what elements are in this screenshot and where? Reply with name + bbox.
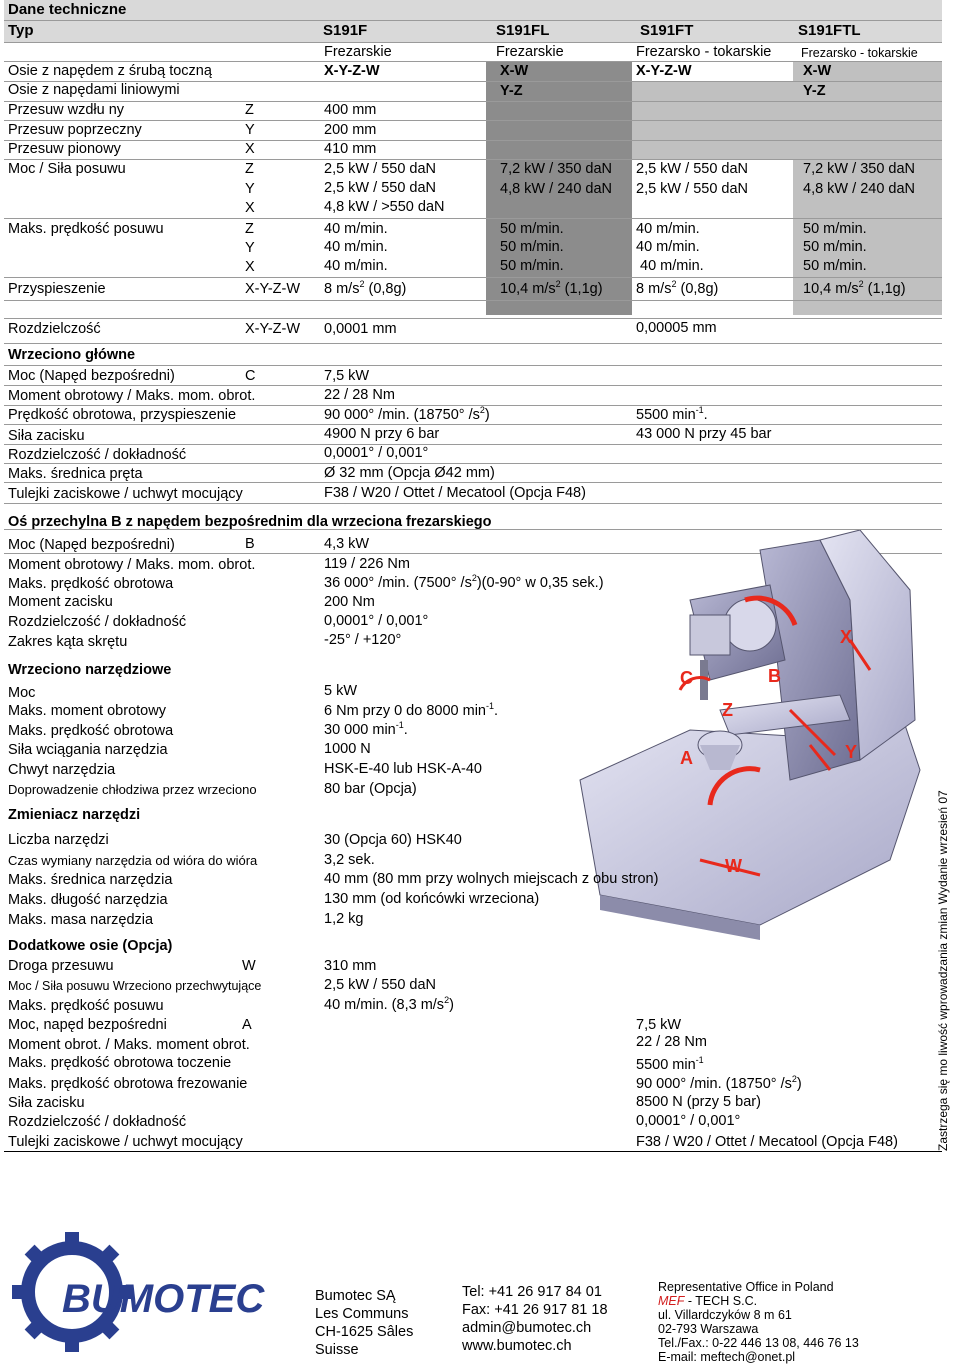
screw-axes-label: Osie z napędem z śrubą toczną xyxy=(8,63,212,79)
oa-power-value: 2,5 kW / 550 daN xyxy=(324,977,437,993)
linear-axes-ftl: Y-Z xyxy=(803,83,826,99)
subtype-1: Frezarskie xyxy=(324,44,392,60)
axis-label-c: C xyxy=(680,668,693,688)
ts-torque-value: 6 Nm przy 0 do 8000 $\min^{-1}$. xyxy=(324,701,499,719)
spindle-res-label: Rozdzielczość / dokładność xyxy=(8,447,187,463)
machine-illustration xyxy=(560,530,936,960)
spindle-power-label: Moc (Napęd bezpośredni) xyxy=(8,368,175,384)
power-z-ftl: 7,2 kW / 350 daN xyxy=(803,161,916,177)
spindle-speed-value-2: 5500 $\min^{-1}$. xyxy=(636,405,708,423)
oa-a-axis: A xyxy=(242,1017,252,1033)
travel-z-axis: Z xyxy=(245,102,254,118)
website-link[interactable]: www.bumotec.ch xyxy=(462,1338,572,1354)
b-axis-clamp-value: 200 Nm xyxy=(324,594,375,610)
oa-res-label: Rozdzielczość / dokładność xyxy=(8,1114,187,1130)
model-s191fl: S191FL xyxy=(496,22,550,39)
ts-pull-value: 1000 N xyxy=(324,741,371,757)
oa-a-power-value: 7,5 kW xyxy=(636,1017,682,1033)
feed-y-fl: 50 m/min. xyxy=(500,239,564,255)
power-z-axis: Z xyxy=(245,161,254,177)
oa-collet-value: F38 / W20 / Ottet / Mecatool (Opcja F48) xyxy=(636,1134,898,1150)
b-axis-power-label: Moc (Napęd bezpośredni) xyxy=(8,537,175,553)
tc-time-label: Czas wymiany narzędzia od wióra do wióra xyxy=(8,853,258,868)
email-link[interactable]: admin@bumotec.ch xyxy=(462,1320,592,1336)
travel-band-fl xyxy=(486,101,632,159)
feed-y-ft: 40 m/min. xyxy=(636,239,700,255)
b-axis-torque-value: 119 / 226 Nm xyxy=(324,556,410,572)
power-y-axis: Y xyxy=(245,181,255,197)
ts-pull-label: Siła wciągania narzędzia xyxy=(8,742,168,758)
ts-power-label: Moc xyxy=(8,685,36,701)
feed-label: Maks. prędkość posuwu xyxy=(8,221,164,237)
screw-axes-f: X-Y-Z-W xyxy=(324,63,380,79)
section-title: Dane techniczne xyxy=(8,1,127,18)
tc-count-label: Liczba narzędzi xyxy=(8,832,109,848)
b-axis-angle-value: -25° / +120° xyxy=(324,632,402,648)
tc-time-value: 3,2 sek. xyxy=(324,852,375,868)
side-note: Zastrzega się mo liwość wprowadzania zmian Wydanie wrzesień 07 xyxy=(936,790,950,1151)
ts-speed-label: Maks. prędkość obrotowa xyxy=(8,723,174,739)
tc-length-value: 130 mm (od końcówki wrzeciona) xyxy=(324,891,540,907)
spindle-collet-label: Tulejki zaciskowe / uchwyt mocujący xyxy=(8,486,243,502)
spindle-clamp-value-2: 43 000 N przy 45 bar xyxy=(636,426,772,442)
resolution-v1: 0,0001 mm xyxy=(324,321,397,337)
feed-z-f: 40 m/min. xyxy=(324,221,388,237)
b-axis-angle-label: Zakres kąta skrętu xyxy=(8,634,128,650)
feed-x-ft: 40 m/min. xyxy=(640,258,704,274)
spindle-torque-value: 22 / 28 Nm xyxy=(324,387,395,403)
travel-y-label: Przesuw poprzeczny xyxy=(8,122,142,138)
oa-speed-mill-value: 90 000° /min. (18750° $/s^2$) xyxy=(636,1074,802,1092)
tool-spindle-title: Wrzeciono narzędziowe xyxy=(8,662,172,678)
tc-diameter-value: 40 mm (80 mm przy wolnych miejscach z obu stron) xyxy=(324,871,659,887)
accel-fl: 10,4 $m/s^2$ (1,1g) xyxy=(500,279,603,297)
rep-email[interactable]: E-mail: meftech@onet.pl xyxy=(658,1350,796,1364)
power-label: Moc / Siła posuwu xyxy=(8,161,126,177)
resolution-axis: X-Y-Z-W xyxy=(245,321,301,337)
axis-label-x: X xyxy=(840,627,853,647)
spindle-torque-label: Moment obrotowy / Maks. mom. obrot. xyxy=(8,388,256,404)
power-y-f: 2,5 kW / 550 daN xyxy=(324,180,437,196)
spindle-power-value: 7,5 kW xyxy=(324,368,370,384)
feed-y-f: 40 m/min. xyxy=(324,239,388,255)
spindle-bar-label: Maks. średnica pręta xyxy=(8,466,143,482)
oa-feed-label: Maks. prędkość posuwu xyxy=(8,998,164,1014)
optional-axes-title: Dodatkowe osie (Opcja) xyxy=(8,938,173,954)
rep-office-block: Representative Office in Poland MEF - TECH S.C. ul. Villardczyków 8 m 61 02-793 Warszawa Tel./Fax.: 0-22 446 13 08, 446 76 13 E-mail: meftech@onet.pl xyxy=(658,1280,859,1364)
oa-clamp-value: 8500 N (przy 5 bar) xyxy=(636,1094,761,1110)
feed-y-ftl: 50 m/min. xyxy=(803,239,867,255)
address-block: Bumotec SĄ Les Communs CH-1625 Sâles Suisse xyxy=(315,1288,414,1358)
feed-x-axis: X xyxy=(245,259,255,275)
ts-speed-value: 30 000 $\min^{-1}$. xyxy=(324,720,408,738)
typ-label: Typ xyxy=(8,22,34,39)
logo-text: BUMOTEC xyxy=(62,1277,265,1321)
screw-axes-fl: X-W xyxy=(500,63,529,79)
travel-x-value: 410 mm xyxy=(324,141,377,157)
linear-axes-fl: Y-Z xyxy=(500,83,523,99)
travel-z-label: Przesuw wzdłu ny xyxy=(8,102,125,118)
oa-clamp-label: Siła zacisku xyxy=(8,1095,85,1111)
spindle-res-value: 0,0001° / 0,001° xyxy=(324,445,429,461)
power-z-fl: 7,2 kW / 350 daN xyxy=(500,161,613,177)
feed-z-fl: 50 m/min. xyxy=(500,221,564,237)
oa-torque-value: 22 / 28 Nm xyxy=(636,1034,707,1050)
screw-axes-ftl: X-W xyxy=(803,63,832,79)
spindle-power-axis: C xyxy=(245,368,256,384)
b-axis-power-value: 4,3 kW xyxy=(324,536,370,552)
model-s191f: S191F xyxy=(323,22,368,39)
tc-mass-label: Maks. masa narzędzia xyxy=(8,912,154,928)
header-bg xyxy=(4,0,942,20)
b-axis-speed-label: Maks. prędkość obrotowa xyxy=(8,576,174,592)
feed-z-axis: Z xyxy=(245,221,254,237)
b-axis-torque-label: Moment obrotowy / Maks. mom. obrot. xyxy=(8,557,256,573)
feed-z-ft: 40 m/min. xyxy=(636,221,700,237)
oa-res-value: 0,0001° / 0,001° xyxy=(636,1113,741,1129)
model-s191ft: S191FT xyxy=(640,22,694,39)
travel-x-label: Przesuw pionowy xyxy=(8,141,121,157)
b-axis-clamp-label: Moment zacisku xyxy=(8,594,113,610)
oa-a-power-label: Moc, napęd bezpośredni xyxy=(8,1017,167,1033)
tc-count-value: 30 (Opcja 60) HSK40 xyxy=(324,832,462,848)
power-x-f: 4,8 kW / >550 daN xyxy=(324,199,445,215)
oa-torque-label: Moment obrot. / Maks. moment obrot. xyxy=(8,1037,250,1053)
ts-coolant-label: Doprowadzenie chłodziwa przez wrzeciono xyxy=(8,782,257,797)
axis-label-a: A xyxy=(680,748,693,768)
tc-length-label: Maks. długość narzędzia xyxy=(8,892,168,908)
power-y-ft: 2,5 kW / 550 daN xyxy=(636,181,749,197)
spindle-title: Wrzeciono główne xyxy=(8,347,136,363)
travel-z-value: 400 mm xyxy=(324,102,377,118)
tool-changer-title: Zmieniacz narzędzi xyxy=(8,807,141,823)
power-y-ftl: 4,8 kW / 240 daN xyxy=(803,181,916,197)
bumotec-logo xyxy=(10,1232,300,1352)
oa-power-label: Moc / Siła posuwu Wrzeciono przechwytujące xyxy=(8,979,262,993)
ts-shank-value: HSK-E-40 lub HSK-A-40 xyxy=(324,761,482,777)
b-axis-speed-value: 36 000° /min. (7500° $/s^2)(0-90^\circ$ w 0,35 sek.) xyxy=(324,573,604,591)
resolution-label: Rozdzielczość xyxy=(8,321,101,337)
subtype-3: Frezarsko - tokarskie xyxy=(636,44,772,60)
axis-label-b: B xyxy=(768,666,781,686)
resolution-v2: 0,00005 mm xyxy=(636,320,717,336)
oa-travel-axis: W xyxy=(242,958,256,974)
feed-y-axis: Y xyxy=(245,240,255,256)
spindle-speed-value: 90 000° /min. (18750° $/s^2$) xyxy=(324,405,490,423)
power-z-f: 2,5 kW / 550 daN xyxy=(324,161,437,177)
accel-ftl: 10,4 $m/s^2$ (1,1g) xyxy=(803,279,906,297)
accel-f: 8 $m/s^2$ (0,8g) xyxy=(324,279,407,297)
oa-speed-turn-value: 5500 $\min^{-1}$ xyxy=(636,1055,704,1073)
tc-mass-value: 1,2 kg xyxy=(324,911,364,927)
tc-diameter-label: Maks. średnica narzędzia xyxy=(8,872,173,888)
accel-label: Przyspieszenie xyxy=(8,281,106,297)
spindle-bar-value: Ø 32 mm (Opcja Ø42 mm) xyxy=(324,465,495,481)
power-z-ft: 2,5 kW / 550 daN xyxy=(636,161,749,177)
oa-speed-mill-label: Maks. prędkość obrotowa frezowanie xyxy=(8,1076,248,1092)
b-axis-power-axis: B xyxy=(245,536,255,552)
ts-power-value: 5 kW xyxy=(324,683,358,699)
b-axis-res-label: Rozdzielczość / dokładność xyxy=(8,614,187,630)
b-axis-title: Oś przechylna B z napędem bezpośrednim dla wrzeciona frezarskiego xyxy=(8,514,492,530)
model-s191ftl: S191FTL xyxy=(798,22,861,39)
accel-axis: X-Y-Z-W xyxy=(245,281,301,297)
axis-label-y: Y xyxy=(845,742,858,762)
linear-axes-label: Osie z napędami liniowymi xyxy=(8,82,180,98)
feed-z-ftl: 50 m/min. xyxy=(803,221,867,237)
ts-shank-label: Chwyt narzędzia xyxy=(8,762,116,778)
travel-band-ft xyxy=(632,101,793,159)
feed-x-f: 40 m/min. xyxy=(324,258,388,274)
subtype-2: Frezarskie xyxy=(496,44,564,60)
power-x-axis: X xyxy=(245,200,255,216)
subtype-4: Frezarsko - tokarskie xyxy=(801,46,918,60)
travel-y-value: 200 mm xyxy=(324,122,377,138)
oa-travel-value: 310 mm xyxy=(324,958,377,974)
oa-collet-label: Tulejki zaciskowe / uchwyt mocujący xyxy=(8,1134,243,1150)
oa-feed-value: 40 m/min. (8,3 $m/s^2$) xyxy=(324,995,454,1013)
axis-label-w: W xyxy=(725,856,742,876)
ts-coolant-value: 80 bar (Opcja) xyxy=(324,781,417,797)
spindle-clamp-label: Siła zacisku xyxy=(8,428,85,444)
feed-x-fl: 50 m/min. xyxy=(500,258,564,274)
power-y-fl: 4,8 kW / 240 daN xyxy=(500,181,613,197)
feed-x-ftl: 50 m/min. xyxy=(803,258,867,274)
travel-y-axis: Y xyxy=(245,122,255,138)
spindle-speed-label: Prędkość obrotowa, przyspieszenie xyxy=(8,407,237,423)
contact-block: Tel: +41 26 917 84 01 Fax: +41 26 917 81 18 admin@bumotec.ch www.bumotec.ch xyxy=(462,1284,608,1354)
oa-travel-label: Droga przesuwu xyxy=(8,958,114,974)
travel-x-axis: X xyxy=(245,141,255,157)
column-band-s191f-extra xyxy=(632,81,793,101)
oa-speed-turn-label: Maks. prędkość obrotowa toczenie xyxy=(8,1055,232,1071)
axis-label-z: Z xyxy=(722,700,733,720)
b-axis-res-value: 0,0001° / 0,001° xyxy=(324,613,429,629)
accel-ft: 8 $m/s^2$ (0,8g) xyxy=(636,279,719,297)
spindle-collet-value: F38 / W20 / Ottet / Mecatool (Opcja F48) xyxy=(324,485,586,501)
spindle-clamp-value: 4900 N przy 6 bar xyxy=(324,426,440,442)
ts-torque-label: Maks. moment obrotowy xyxy=(8,703,166,719)
screw-axes-ft: X-Y-Z-W xyxy=(636,63,692,79)
